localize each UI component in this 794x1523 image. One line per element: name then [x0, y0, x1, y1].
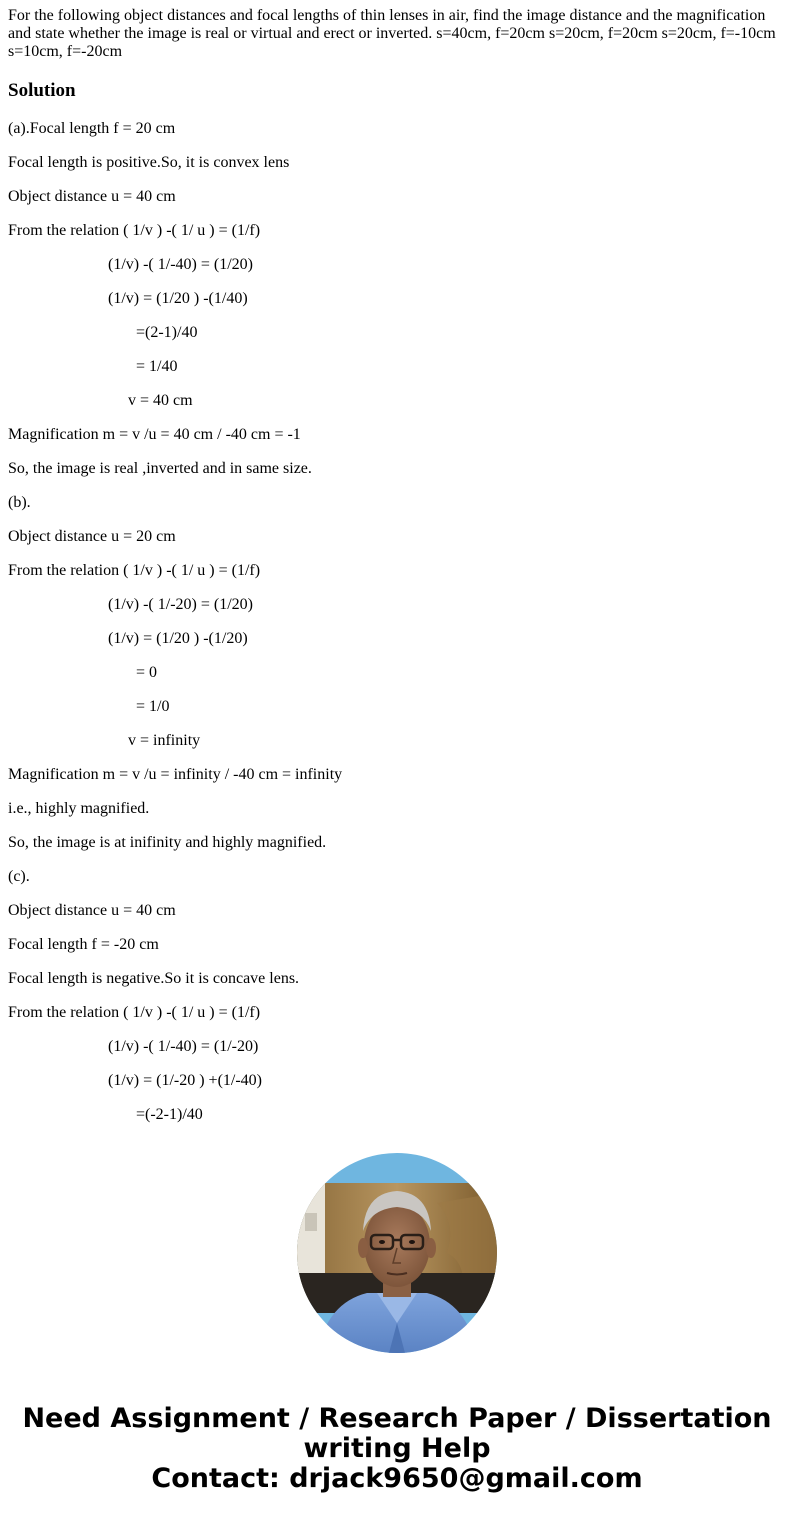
cta-line-1: Need Assignment / Research Paper / Dissertation [22, 1403, 772, 1434]
question-text: For the following object distances and focal lengths of thin lenses in air, find the image distance and the magnification and state whether the image is real or virtual and erect or inverted. s=40cm, f=20cm s=20cm, f=20cm s=20cm, f=-10cm s=10cm, f=-20cm [8, 7, 776, 60]
solution-step: (c). [8, 868, 30, 885]
solution-step: =(2-1)/40 [136, 324, 198, 341]
solution-step: From the relation ( 1/v ) -( 1/ u ) = (1/f) [8, 562, 261, 579]
solution-step: Magnification m = v /u = 40 cm / -40 cm = -1 [8, 426, 301, 443]
solution-step: (1/v) = (1/-20 ) +(1/-40) [108, 1072, 263, 1089]
solution-step: So, the image is at inifinity and highly magnified. [8, 834, 327, 851]
solution-step: (b). [8, 494, 31, 511]
solution-step: v = infinity [128, 732, 201, 749]
solution-step: Object distance u = 20 cm [8, 528, 176, 545]
solution-step: i.e., highly magnified. [8, 800, 150, 817]
solution-step: (a).Focal length f = 20 cm [8, 120, 176, 137]
solution-step: v = 40 cm [128, 392, 193, 409]
solution-step: Magnification m = v /u = infinity / -40 cm = infinity [8, 766, 343, 783]
solution-step: From the relation ( 1/v ) -( 1/ u ) = (1/f) [8, 1004, 261, 1021]
solution-step: Object distance u = 40 cm [8, 188, 176, 205]
solution-step: Focal length is positive.So, it is convex lens [8, 154, 290, 171]
contact-banner [0, 1404, 794, 1494]
solution-step: (1/v) -( 1/-40) = (1/20) [108, 256, 253, 273]
author-avatar [297, 1153, 497, 1353]
cta-line-2: writing Help [303, 1433, 491, 1464]
cta-contact-email[interactable]: Contact: drjack9650@gmail.com [151, 1463, 643, 1494]
solution-step: So, the image is real ,inverted and in same size. [8, 460, 312, 477]
solution-heading: Solution [8, 80, 76, 101]
solution-step: Object distance u = 40 cm [8, 902, 176, 919]
solution-step: (1/v) -( 1/-40) = (1/-20) [108, 1038, 259, 1055]
solution-step: (1/v) -( 1/-20) = (1/20) [108, 596, 253, 613]
solution-step: (1/v) = (1/20 ) -(1/20) [108, 630, 248, 647]
solution-step: From the relation ( 1/v ) -( 1/ u ) = (1/f) [8, 222, 261, 239]
solution-step: (1/v) = (1/20 ) -(1/40) [108, 290, 248, 307]
solution-step: Focal length is negative.So it is concave lens. [8, 970, 300, 987]
solution-step: = 1/40 [136, 358, 178, 375]
solution-steps [8, 119, 786, 1139]
solution-step: =(-2-1)/40 [136, 1106, 203, 1123]
solution-step: Focal length f = -20 cm [8, 936, 159, 953]
solution-step: = 0 [136, 664, 158, 681]
solution-step: = 1/0 [136, 698, 170, 715]
author-photo [297, 1153, 497, 1353]
